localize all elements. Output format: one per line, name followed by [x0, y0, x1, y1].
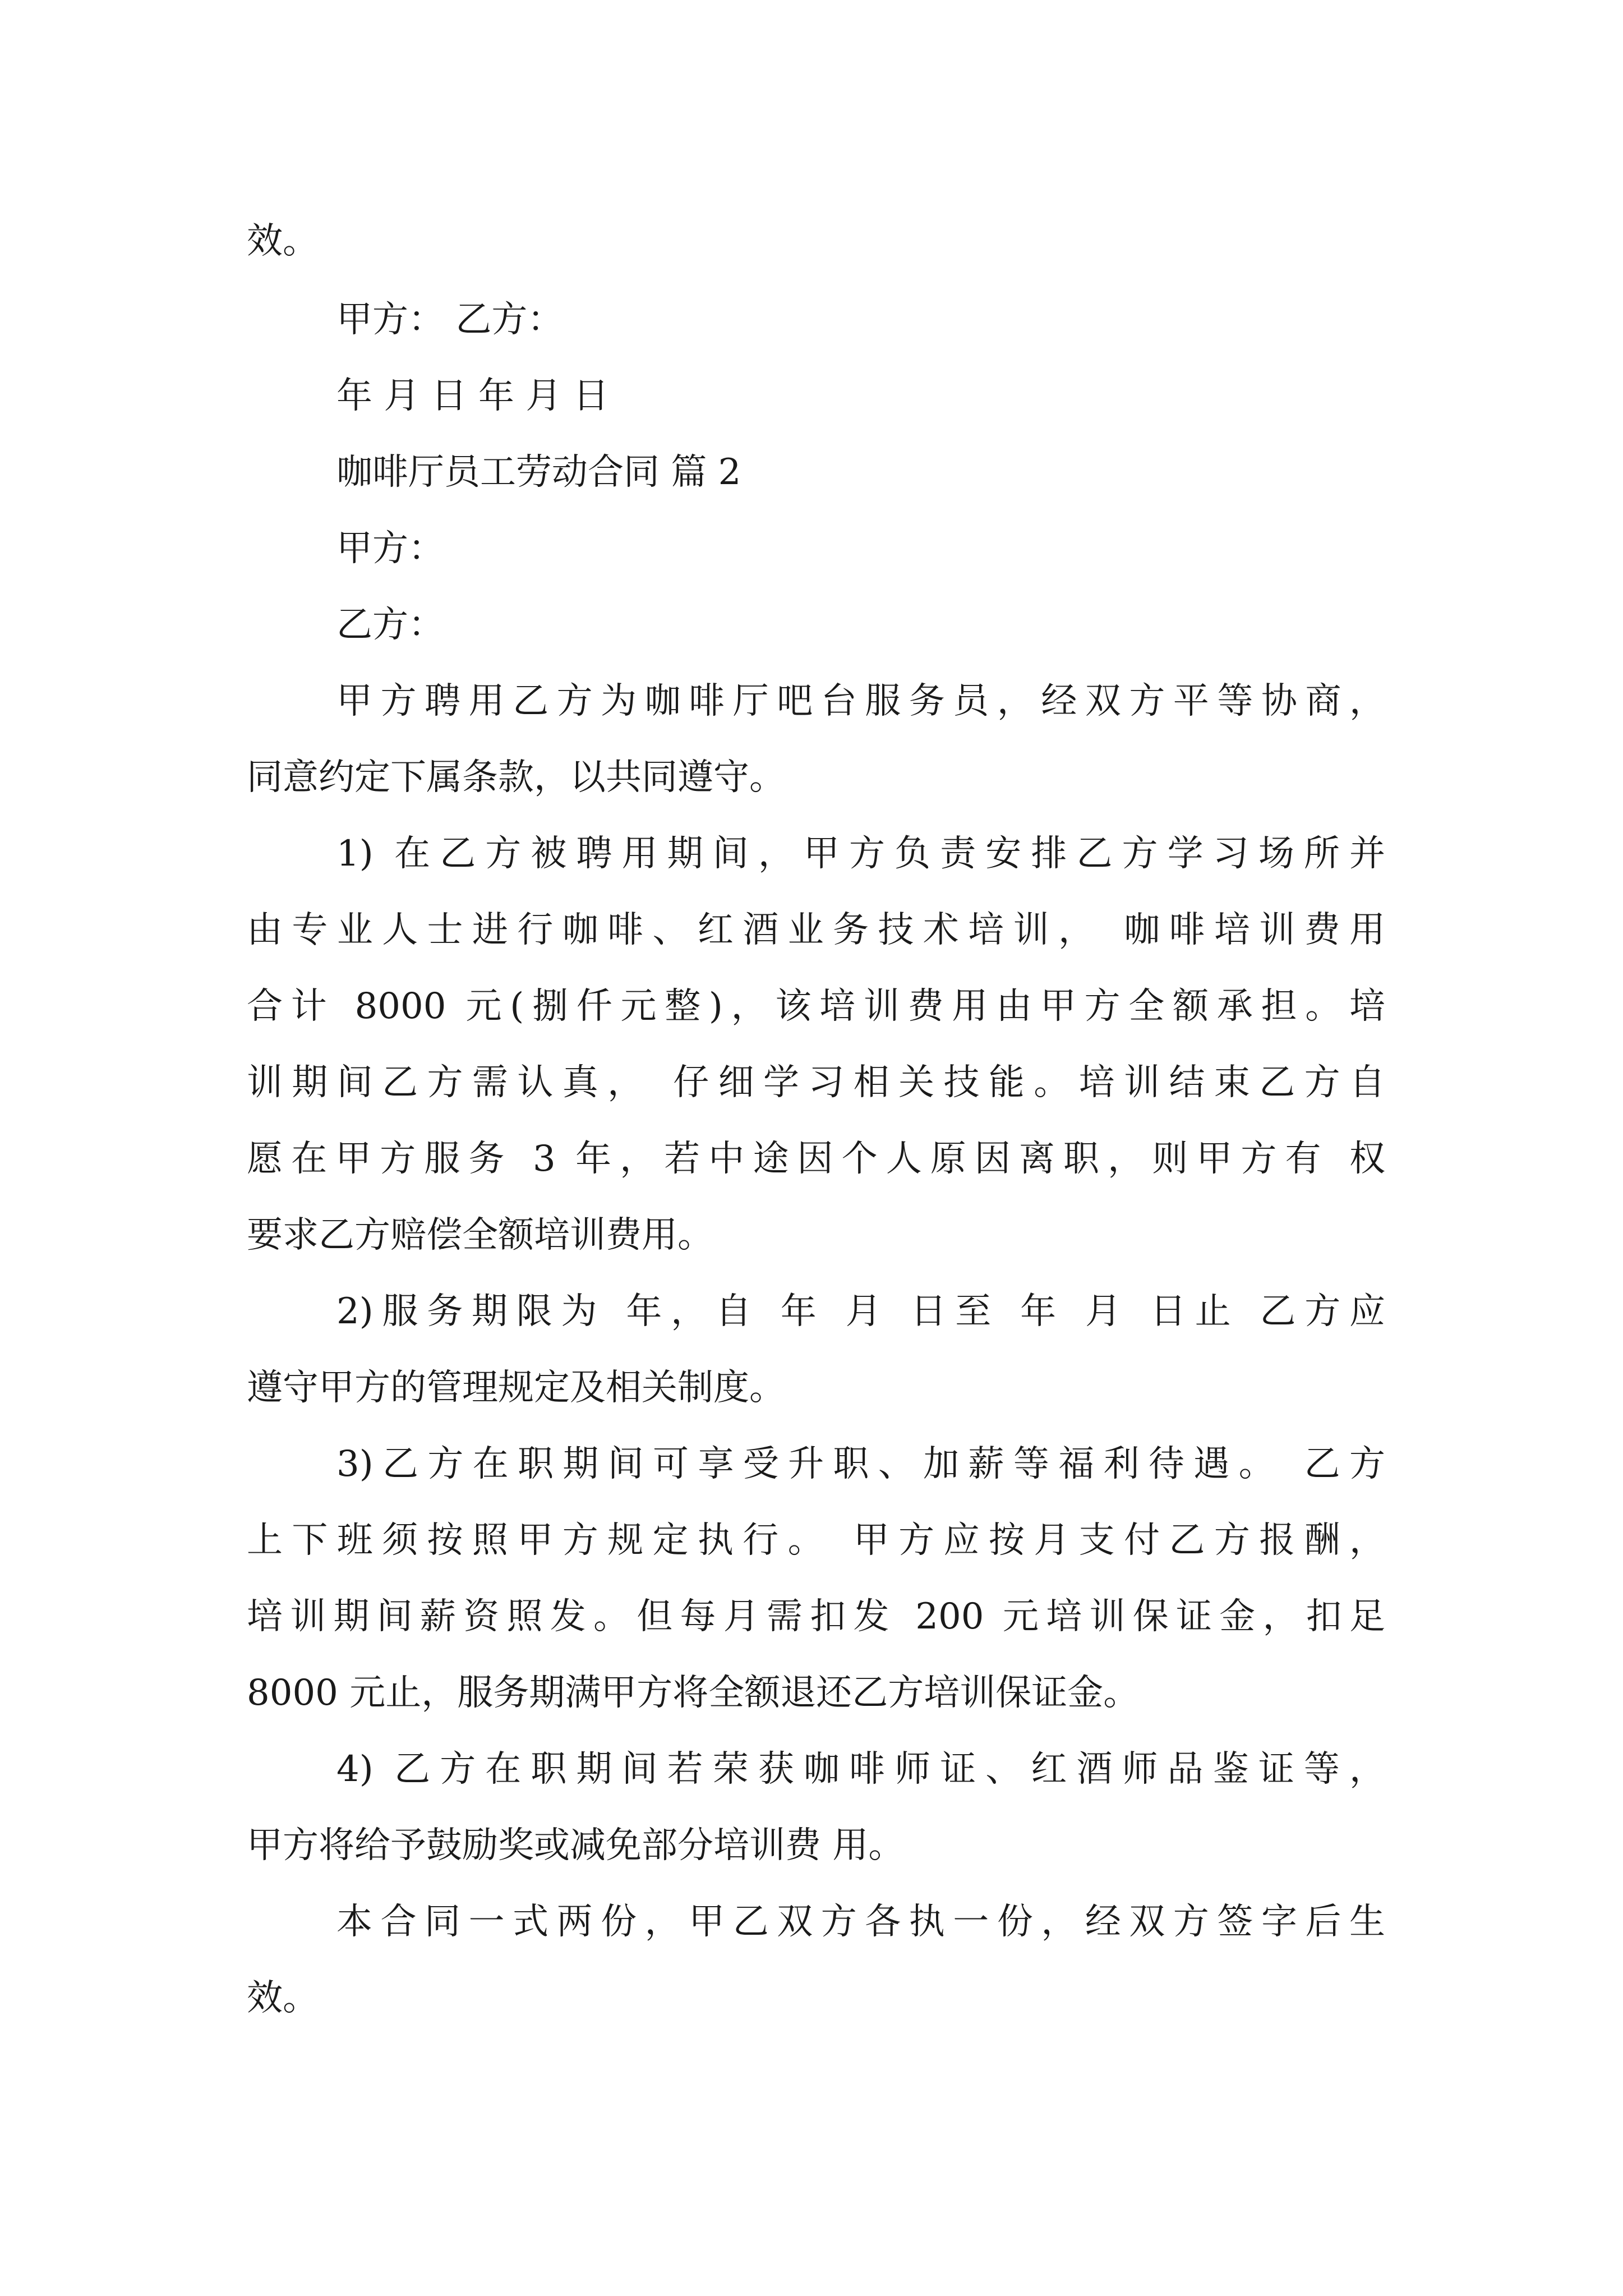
text-line: 2)服务期限为 年，自 年 月 日至 年 月 日止 乙方应 [336, 1291, 1385, 1332]
text-line: 训期间乙方需认真， 仔细学习相关技能。培训结束乙方自 [247, 1062, 1385, 1103]
text-line: 要求乙方赔偿全额培训费用。 [247, 1214, 713, 1256]
signature-parties: 甲方： 乙方： [336, 299, 564, 341]
text-line: 合计 8000 元(捌仟元整)，该培训费用由甲方全额承担。培 [247, 986, 1385, 1027]
text-line: 3)乙方在职期间可享受升职、加薪等福利待遇。 乙方 [336, 1443, 1385, 1485]
signature-dates: 年 月 日 年 月 日 [336, 375, 609, 417]
party-b-label: 乙方： [336, 604, 444, 646]
text-line: 甲方聘用乙方为咖啡厅吧台服务员，经双方平等协商， [336, 680, 1385, 722]
text-line: 8000 元止，服务期满甲方将全额退还乙方培训保证金。 [247, 1672, 1140, 1714]
text-line: 由专业人士进行咖啡、红酒业务技术培训， 咖啡培训费用 [247, 909, 1385, 951]
text-line: 遵守甲方的管理规定及相关制度。 [247, 1367, 785, 1409]
party-a-label: 甲方： [336, 528, 444, 569]
text-line: 上下班须按照甲方规定执行。 甲方应按月支付乙方报酬， [247, 1520, 1385, 1561]
text-line: 愿在甲方服务 3 年，若中途因个人原因离职，则甲方有 权 [247, 1138, 1385, 1180]
text-line: 培训期间薪资照发。但每月需扣发 200 元培训保证金，扣足 [247, 1596, 1385, 1637]
text-line: 甲方将给予鼓励奖或减免部分培训费 用。 [247, 1825, 905, 1866]
text-line: 1) 在乙方被聘用期间，甲方负责安排乙方学习场所并 [336, 833, 1385, 875]
text-line: 效。 [247, 220, 319, 262]
text-line: 本合同一式两份，甲乙双方各执一份，经双方签字后生 [336, 1901, 1385, 1943]
section-title: 咖啡厅员工劳动合同 篇 2 [336, 452, 741, 493]
text-line: 效。 [247, 1977, 319, 2019]
text-line: 4) 乙方在职期间若荣获咖啡师证、红酒师品鉴证等， [336, 1749, 1385, 1790]
text-line: 同意约定下属条款，以共同遵守。 [247, 757, 785, 798]
